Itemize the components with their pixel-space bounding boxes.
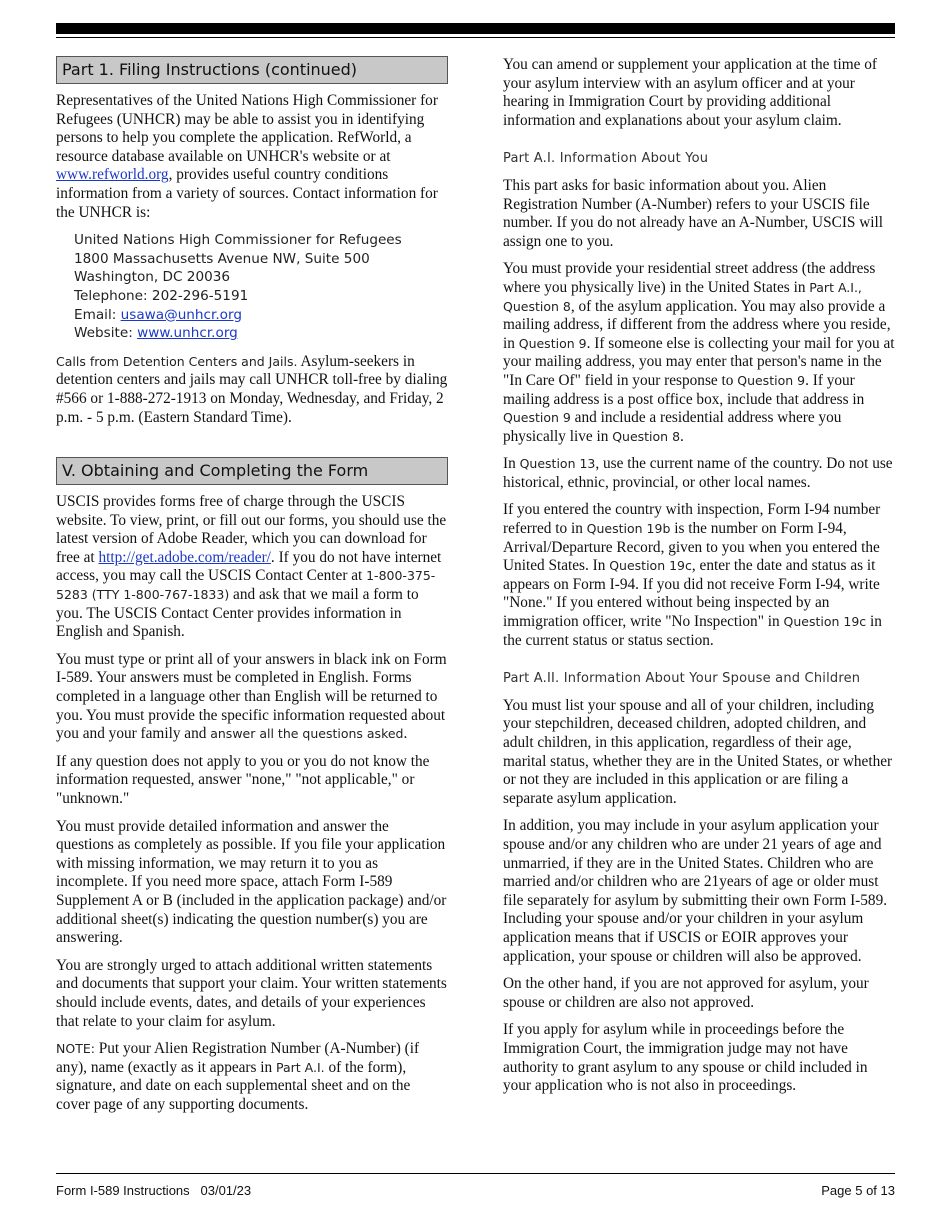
text-span: in the current status or status section. — [503, 613, 882, 649]
text-span: of the form), signature, and date on each supplemental sheet and on the cover page of any supporting documents. — [56, 1058, 411, 1113]
text-span: is the number on Form I-94, Arrival/Departure Record, given to you when you entered the United States. In — [503, 520, 880, 575]
detention-paragraph — [56, 353, 448, 427]
website-label: Website: — [74, 325, 138, 342]
emphasis-span: answer all the questions asked — [210, 726, 404, 742]
aii-paragraph-4: If you apply for asylum while in proceedings before the Immigration Court, the immigration judge may not have authority to grant asylum to any spouse or child included in your application who is not also in proceedings. — [503, 1021, 868, 1095]
obtain-paragraph-1 — [56, 493, 448, 642]
part-ai-heading: Part A.I. Information About You — [503, 151, 709, 167]
unhcr-paragraph — [56, 92, 448, 222]
detention-text: Asylum-seekers in detention centers and jails may call UNHCR toll-free by dialing #566 or 1-888-272-1913 on Monday, Wednesday, and Friday, 2 p.m. - 5 p.m. (Eastern Standard Time). — [56, 352, 448, 426]
question-reference: Question 9 — [503, 410, 571, 426]
text-span: If you entered the country with inspection, Form I-94 number referred to in — [503, 501, 881, 538]
obtain-paragraph-3: If any question does not apply to you or you do not know the information requested, answer "none," "not applicable," or "unknown." — [56, 752, 430, 807]
question-reference: Question 8 — [612, 428, 681, 444]
question-reference: Question 9 — [518, 335, 587, 351]
detention-label: Calls from Detention Centers and Jails. — [56, 353, 298, 369]
text-span: . If someone else is collecting your mail for you at your mailing address, you may enter that person's name in the "In Care Of" field in your response to — [503, 334, 895, 389]
unhcr-text: Representatives of the United Nations High Commissioner for Refugees (UNHCR) may be able to assist you in identifying persons to help you complete the application. RefWorld, a resource database available on UNHCR's website or at — [56, 92, 438, 165]
website-line — [74, 324, 448, 343]
obtain-paragraph-2 — [56, 651, 448, 744]
part-reference: Part A.I. — [276, 1059, 325, 1075]
part-aii-heading: Part A.II. Information About Your Spouse and Children — [503, 671, 861, 687]
refworld-link[interactable]: www.refworld.org — [56, 166, 169, 184]
note-label: NOTE: — [56, 1041, 95, 1057]
text-span: . If you do not have internet access, you may call the USCIS Contact Center at — [56, 548, 442, 585]
text-span: You must provide your residential street address (the address where you physically live) in the United States in — [503, 260, 876, 296]
obtain-paragraph-5: You are strongly urged to attach additional written statements and documents that support your claim. Your written statements should include events, dates, and details of your experiences that relate to your claim for asylum. — [56, 956, 447, 1030]
question-reference: Question 19b — [586, 521, 671, 537]
telephone-line: Telephone: 202-296-5191 — [74, 287, 249, 304]
ai-paragraph-2 — [503, 260, 895, 446]
text-span: , enter the date and status as it appears on Form I-94. If you did not receive Form I-94, write "None." If you entered without being inspected by an immigration officer, write "No Inspection" in — [503, 557, 880, 631]
aii-paragraph-3: On the other hand, if you are not approved for asylum, your spouse or children are also not approved. — [503, 975, 869, 1011]
amend-paragraph: You can amend or supplement your application at the time of your asylum interview with an asylum officer and at your hearing in Immigration Court by providing additional information and explanations about your asylum claim. — [503, 56, 877, 129]
email-label: Email: — [74, 306, 121, 323]
right-column — [503, 56, 895, 1105]
adobe-reader-link[interactable]: http://get.adobe.com/reader/ — [98, 548, 271, 566]
obtain-paragraph-4: You must provide detailed information and answer the questions as completely as possible. If you file your application with missing information, we may return it to you as incomplete. If you need more space, attach Form I-589 Supplement A or B (included in the application package) and/or additional sheet(s) indicating the question number(s) you are answering. — [56, 817, 447, 947]
unhcr-text-after: , provides useful country conditions information from a variety of sources. Contact information for the UNHCR is: — [56, 166, 438, 221]
aii-paragraph-2: In addition, you may include in your asylum application your spouse and/or any children who are under 21 years of age and unmarried, if they are in the United States. Children who are married and/or children who are 21years of age or older must file separately for asylum by submitting their own Form I-589. Including your spouse and/or your children in your asylum application means that if USCIS or EOIR approves your application, your spouse or children will also be approved. — [503, 817, 888, 965]
header-rule-thin — [56, 37, 895, 38]
email-link[interactable]: usawa@unhcr.org — [120, 306, 242, 323]
note-paragraph — [56, 1040, 448, 1114]
aii-paragraph-1: You must list your spouse and all of your children, including your stepchildren, deceased children, adopted children, and adult children, in this application, regardless of their age, marital status, whether they are in the United States, or whether or not they are included in this application or are filing a separate asylum application. — [503, 696, 893, 807]
footer-form-id: Form I-589 Instructions 03/01/23 — [56, 1183, 252, 1198]
ai-paragraph-3 — [503, 455, 895, 492]
text-span: and include a residential address where you physically live in — [503, 409, 842, 445]
part1-heading: Part 1. Filing Instructions (continued) — [56, 56, 448, 84]
header-rule-thick — [56, 23, 895, 34]
address-line: United Nations High Commissioner for Refugees — [74, 232, 402, 249]
text-span: . — [680, 427, 684, 445]
text-span: . — [403, 725, 408, 743]
text-span: and ask that we mail a form to you. The USCIS Contact Center provides information in English and Spanish. — [56, 586, 419, 641]
text-span: You must type or print all of your answers in black ink on Form I-589. Your answers must be completed in English. Forms completed in a language other than English will be returned to you. You must provide the specific information requested about you and your family and — [56, 650, 447, 743]
question-reference: Question 19c — [609, 558, 692, 574]
text-span: , of the asylum application. You may also provide a mailing address, if different from the address where you reside, in — [503, 297, 891, 352]
email-line — [74, 306, 448, 325]
footer-page-number: Page 5 of 13 — [821, 1183, 895, 1198]
footer-rule — [56, 1173, 895, 1174]
question-reference: Question 9 — [737, 372, 806, 388]
question-reference: Question 19c — [783, 614, 867, 630]
left-column — [56, 56, 448, 1124]
text-span: Put your Alien Registration Number (A-Number) (if any), name (exactly as it appears in — [56, 1040, 420, 1076]
question-reference: Part A.I., Question 8 — [503, 279, 862, 314]
text-span: USCIS provides forms free of charge through the USCIS website. To view, print, or fill out our forms, you should use the latest version of Adobe Reader, which you can download for free at — [56, 493, 447, 566]
ai-paragraph-1: This part asks for basic information about you. Alien Registration Number (A-Number) refers to your USCIS file number. If you do not already have an A-Number, USCIS will assign one to you. — [503, 176, 884, 250]
address-line: 1800 Massachusetts Avenue NW, Suite 500 — [74, 250, 370, 267]
ai-paragraph-4 — [503, 501, 895, 650]
unhcr-address — [74, 231, 448, 343]
text-span: , use the current name of the country. Do not use historical, ethnic, provincial, or other local names. — [503, 455, 893, 491]
section5-heading: V. Obtaining and Completing the Form — [56, 457, 448, 485]
text-span: In — [503, 455, 520, 473]
text-span: . If your mailing address is a post office box, include that address in — [503, 371, 865, 408]
question-reference: Question 13 — [519, 456, 596, 472]
address-line: Washington, DC 20036 — [74, 269, 231, 286]
website-link[interactable]: www.unhcr.org — [137, 325, 238, 342]
contact-center-phone: 1-800-375-5283 (TTY 1-800-767-1833) — [56, 568, 436, 603]
